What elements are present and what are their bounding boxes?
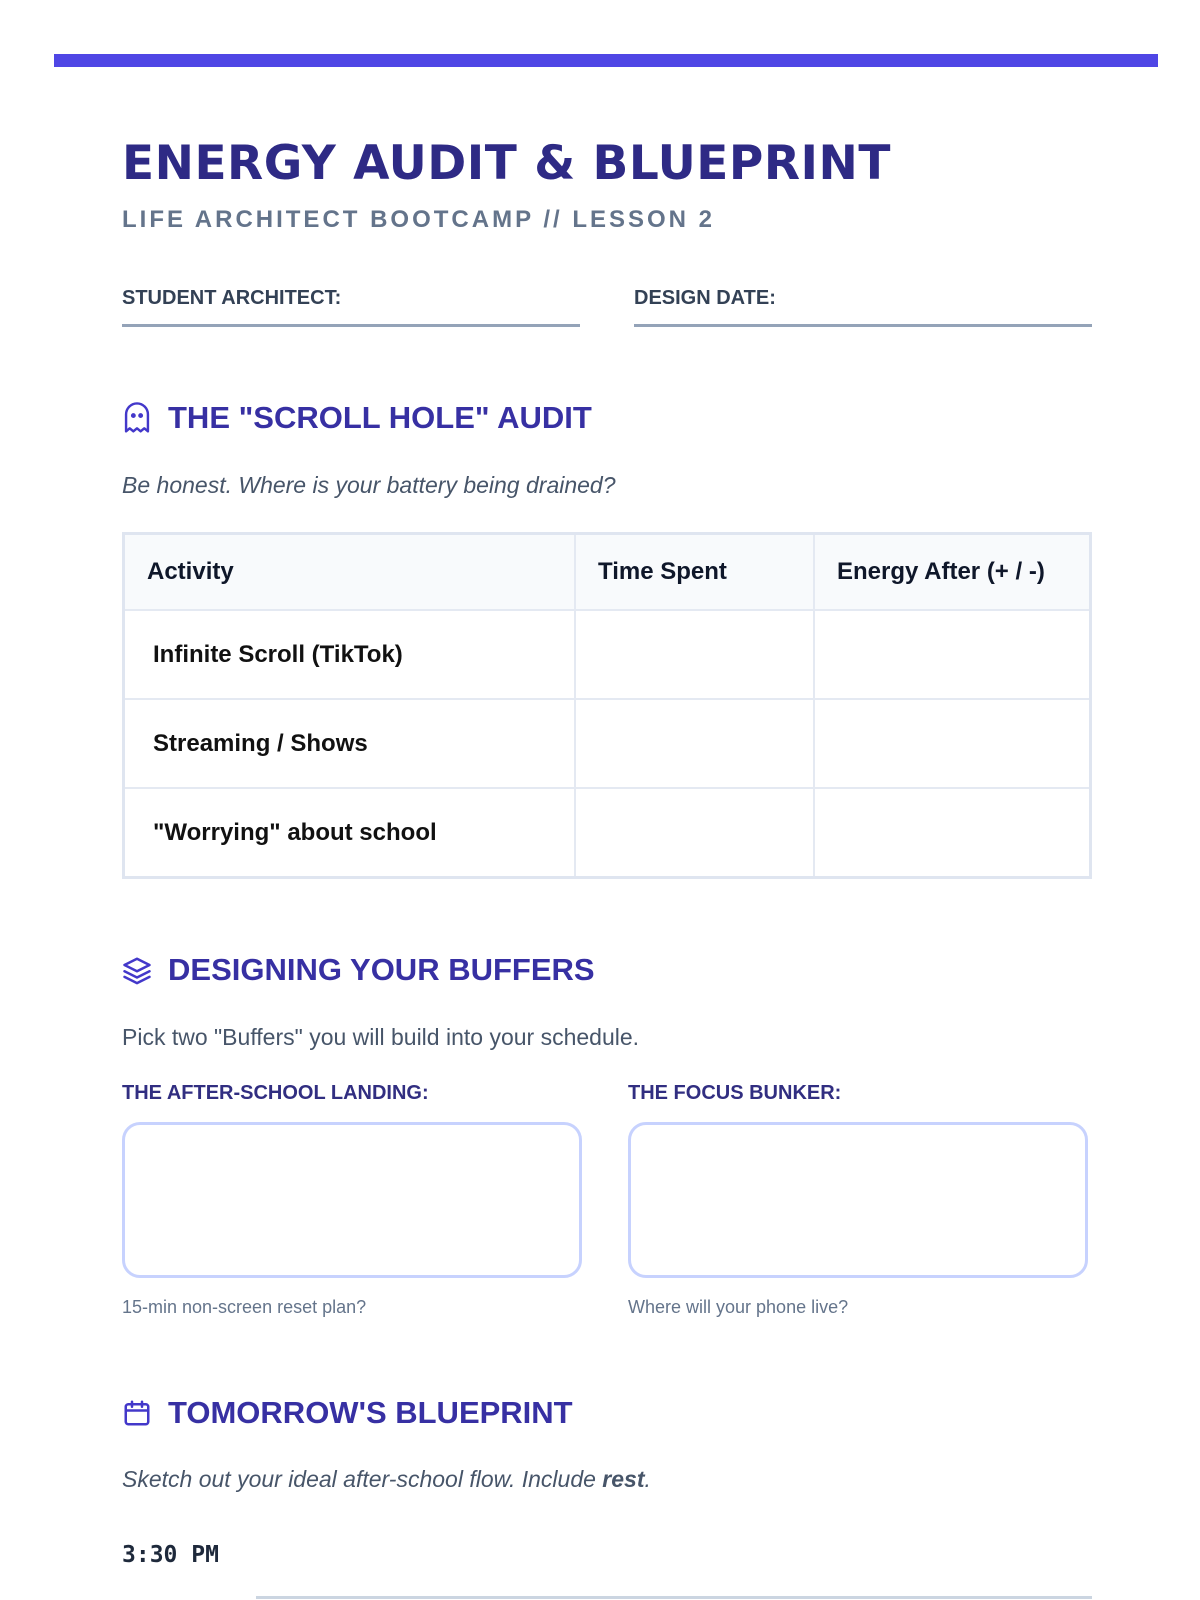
audit-note: Be honest. Where is your battery being drained? — [122, 472, 616, 498]
after-school-landing-label: THE AFTER-SCHOOL LANDING: — [122, 1082, 429, 1104]
audit-table — [122, 532, 1092, 879]
time-slot-input-line[interactable] — [256, 1596, 1092, 1599]
column-header: Activity — [124, 534, 576, 611]
energy-after-cell[interactable] — [814, 699, 1091, 788]
activity-cell: "Worrying" about school — [124, 788, 576, 878]
after-school-landing-hint: 15-min non-screen reset plan? — [122, 1297, 367, 1317]
table-row — [124, 699, 1091, 788]
blueprint-note-emphasis: rest — [602, 1466, 645, 1492]
page-subtitle: LIFE ARCHITECT BOOTCAMP // LESSON 2 — [122, 206, 716, 233]
date-label: DESIGN DATE: — [634, 287, 776, 309]
table-header-row — [124, 534, 1091, 611]
energy-after-cell[interactable] — [814, 610, 1091, 699]
date-input-line[interactable] — [634, 324, 1092, 327]
focus-bunker-label: THE FOCUS BUNKER: — [628, 1082, 842, 1104]
blueprint-section-header — [122, 1393, 573, 1433]
buffers-section-header — [122, 950, 595, 990]
after-school-landing-box[interactable] — [122, 1122, 582, 1278]
time-spent-cell[interactable] — [575, 699, 814, 788]
layers-icon — [122, 953, 152, 987]
energy-after-cell[interactable] — [814, 788, 1091, 878]
audit-section-header — [122, 398, 592, 438]
focus-bunker-hint: Where will your phone live? — [628, 1297, 849, 1317]
column-header: Time Spent — [575, 534, 814, 611]
table-row — [124, 788, 1091, 878]
activity-cell: Streaming / Shows — [124, 699, 576, 788]
date-field[interactable] — [634, 286, 1092, 327]
table-row — [124, 610, 1091, 699]
blueprint-note-text: Sketch out your ideal after-school flow. Include — [122, 1466, 603, 1492]
time-spent-cell[interactable] — [575, 788, 814, 878]
audit-heading: THE "SCROLL HOLE" AUDIT — [168, 400, 592, 435]
blueprint-note-suffix: . — [644, 1466, 651, 1492]
ghost-icon — [122, 401, 152, 435]
calendar-icon — [122, 1396, 152, 1430]
activity-cell: Infinite Scroll (TikTok) — [124, 610, 576, 699]
column-header: Energy After (+ / -) — [814, 534, 1091, 611]
student-field[interactable] — [122, 286, 580, 327]
buffers-heading: DESIGNING YOUR BUFFERS — [168, 952, 595, 987]
time-slot-label: 3:30 PM — [122, 1542, 219, 1568]
focus-bunker-box[interactable] — [628, 1122, 1088, 1278]
time-spent-cell[interactable] — [575, 610, 814, 699]
student-input-line[interactable] — [122, 324, 580, 327]
blueprint-note — [122, 1466, 651, 1493]
buffers-note: Pick two "Buffers" you will build into your schedule. — [122, 1024, 640, 1050]
page-title: ENERGY AUDIT & BLUEPRINT — [122, 136, 891, 191]
blueprint-heading: TOMORROW'S BLUEPRINT — [168, 1395, 573, 1430]
top-accent-bar — [54, 54, 1158, 67]
student-label: STUDENT ARCHITECT: — [122, 287, 342, 309]
